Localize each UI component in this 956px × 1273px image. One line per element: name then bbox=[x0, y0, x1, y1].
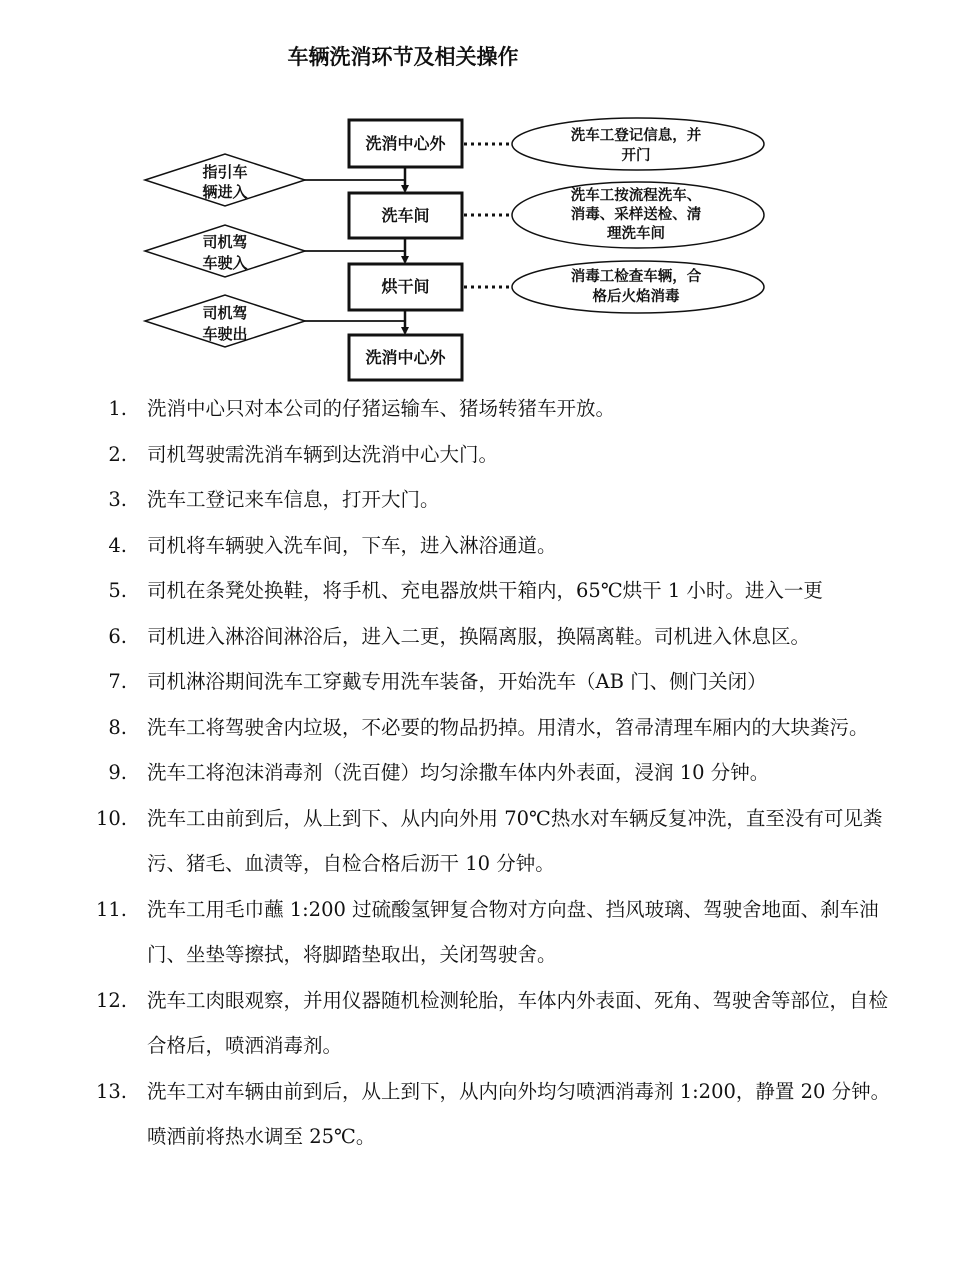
step-item bbox=[0, 796, 956, 887]
svg-text:指引车: 指引车 bbox=[202, 163, 248, 181]
step-number: 4. bbox=[108, 533, 127, 557]
step-list bbox=[0, 386, 956, 1160]
svg-text:开门: 开门 bbox=[621, 148, 651, 164]
step-number: 8. bbox=[108, 715, 127, 739]
step-number: 5. bbox=[108, 579, 127, 602]
note-register bbox=[512, 118, 764, 170]
svg-text:司机驾: 司机驾 bbox=[202, 233, 248, 251]
step-text: 洗消中心只对本公司的仔猪运输车、猪场转猪车开放。 bbox=[147, 397, 616, 420]
note-wash-process bbox=[512, 182, 764, 248]
step-text: 洗车工将泡沫消毒剂（洗百健）均匀涂撒车体内外表面，浸润 10 分钟。 bbox=[147, 761, 770, 784]
entry-driver-out bbox=[145, 295, 305, 347]
svg-text:车驶出: 车驶出 bbox=[202, 325, 248, 343]
step-item bbox=[0, 386, 956, 432]
step-text: 洗车工肉眼观察，并用仪器随机检测轮胎，车体内外表面、死角、驾驶舍等部位，自检合格后，喷洒消毒剂。 bbox=[147, 988, 889, 1057]
svg-text:格后火焰消毒: 格后火焰消毒 bbox=[592, 289, 680, 305]
step-number: 13. bbox=[95, 1079, 127, 1103]
flow-diagram bbox=[0, 0, 956, 395]
entry-guide-vehicle bbox=[145, 154, 305, 206]
step-text: 洗车工由前到后，从上到下、从内向外用 70℃热水对车辆反复冲洗，直至没有可见粪污、猪毛、血渍等，自检合格后沥干 10 分钟。 bbox=[147, 806, 883, 875]
step-number: 12. bbox=[95, 988, 127, 1012]
step-item bbox=[0, 659, 956, 705]
step-number: 9. bbox=[108, 761, 127, 784]
step-item bbox=[0, 705, 956, 751]
step-item bbox=[0, 614, 956, 660]
svg-text:洗车工按流程洗车、: 洗车工按流程洗车、 bbox=[570, 188, 702, 204]
step-item bbox=[0, 750, 956, 796]
step-number: 2. bbox=[108, 442, 127, 466]
diagram-title: 车辆洗消环节及相关操作 bbox=[287, 45, 519, 69]
step-item bbox=[0, 568, 956, 614]
svg-text:洗车工登记信息，并: 洗车工登记信息，并 bbox=[570, 128, 702, 144]
svg-text:辆进入: 辆进入 bbox=[202, 183, 248, 201]
node-wash-room bbox=[349, 193, 462, 238]
step-text: 洗车工登记来车信息，打开大门。 bbox=[147, 488, 440, 511]
step-text: 司机在条凳处换鞋，将手机、充电器放烘干箱内，65℃烘干 1 小时。进入一更 bbox=[147, 579, 823, 602]
node-outside-2 bbox=[349, 335, 462, 380]
svg-text:洗消中心外: 洗消中心外 bbox=[365, 134, 446, 153]
svg-text:消毒工检查车辆，合: 消毒工检查车辆，合 bbox=[570, 269, 702, 285]
step-item bbox=[0, 887, 956, 978]
step-text: 司机进入淋浴间淋浴后，进入二更，换隔离服，换隔离鞋。司机进入休息区。 bbox=[147, 624, 811, 648]
step-number: 7. bbox=[108, 670, 127, 693]
svg-text:司机驾: 司机驾 bbox=[202, 304, 248, 322]
step-item bbox=[0, 523, 956, 569]
step-number: 10. bbox=[95, 806, 127, 830]
step-text: 司机将车辆驶入洗车间，下车，进入淋浴通道。 bbox=[147, 533, 557, 557]
step-item bbox=[0, 432, 956, 478]
step-text: 洗车工将驾驶舍内垃圾，不必要的物品扔掉。用清水，笤帚清理车厢内的大块粪污。 bbox=[147, 715, 869, 739]
step-text: 司机驾驶需洗消车辆到达洗消中心大门。 bbox=[147, 442, 499, 466]
step-number: 11. bbox=[95, 897, 127, 921]
step-number: 1. bbox=[108, 397, 127, 420]
node-drying-room bbox=[349, 264, 462, 310]
step-number: 6. bbox=[108, 624, 127, 648]
step-item bbox=[0, 978, 956, 1069]
svg-text:消毒、采样送检、清: 消毒、采样送检、清 bbox=[570, 207, 702, 223]
step-text: 洗车工对车辆由前到后，从上到下，从内向外均匀喷洒消毒剂 1:200，静置 20 分钟。喷洒前将热水调至 25℃。 bbox=[147, 1079, 891, 1148]
note-inspect bbox=[512, 261, 764, 313]
step-text: 司机淋浴期间洗车工穿戴专用洗车装备，开始洗车（AB 门、侧门关闭） bbox=[147, 670, 767, 693]
step-text: 洗车工用毛巾蘸 1:200 过硫酸氢钾复合物对方向盘、挡风玻璃、驾驶舍地面、刹车油门、坐垫等擦拭，将脚踏垫取出，关闭驾驶舍。 bbox=[147, 897, 879, 966]
svg-text:洗车间: 洗车间 bbox=[381, 206, 430, 225]
step-item bbox=[0, 1069, 956, 1160]
svg-text:洗消中心外: 洗消中心外 bbox=[365, 348, 446, 367]
svg-text:烘干间: 烘干间 bbox=[381, 277, 430, 296]
node-outside-1 bbox=[349, 120, 462, 167]
svg-text:车驶入: 车驶入 bbox=[202, 254, 248, 272]
step-number: 3. bbox=[108, 488, 127, 511]
step-item bbox=[0, 477, 956, 523]
entry-driver-in bbox=[145, 225, 305, 277]
svg-text:理洗车间: 理洗车间 bbox=[607, 226, 665, 242]
